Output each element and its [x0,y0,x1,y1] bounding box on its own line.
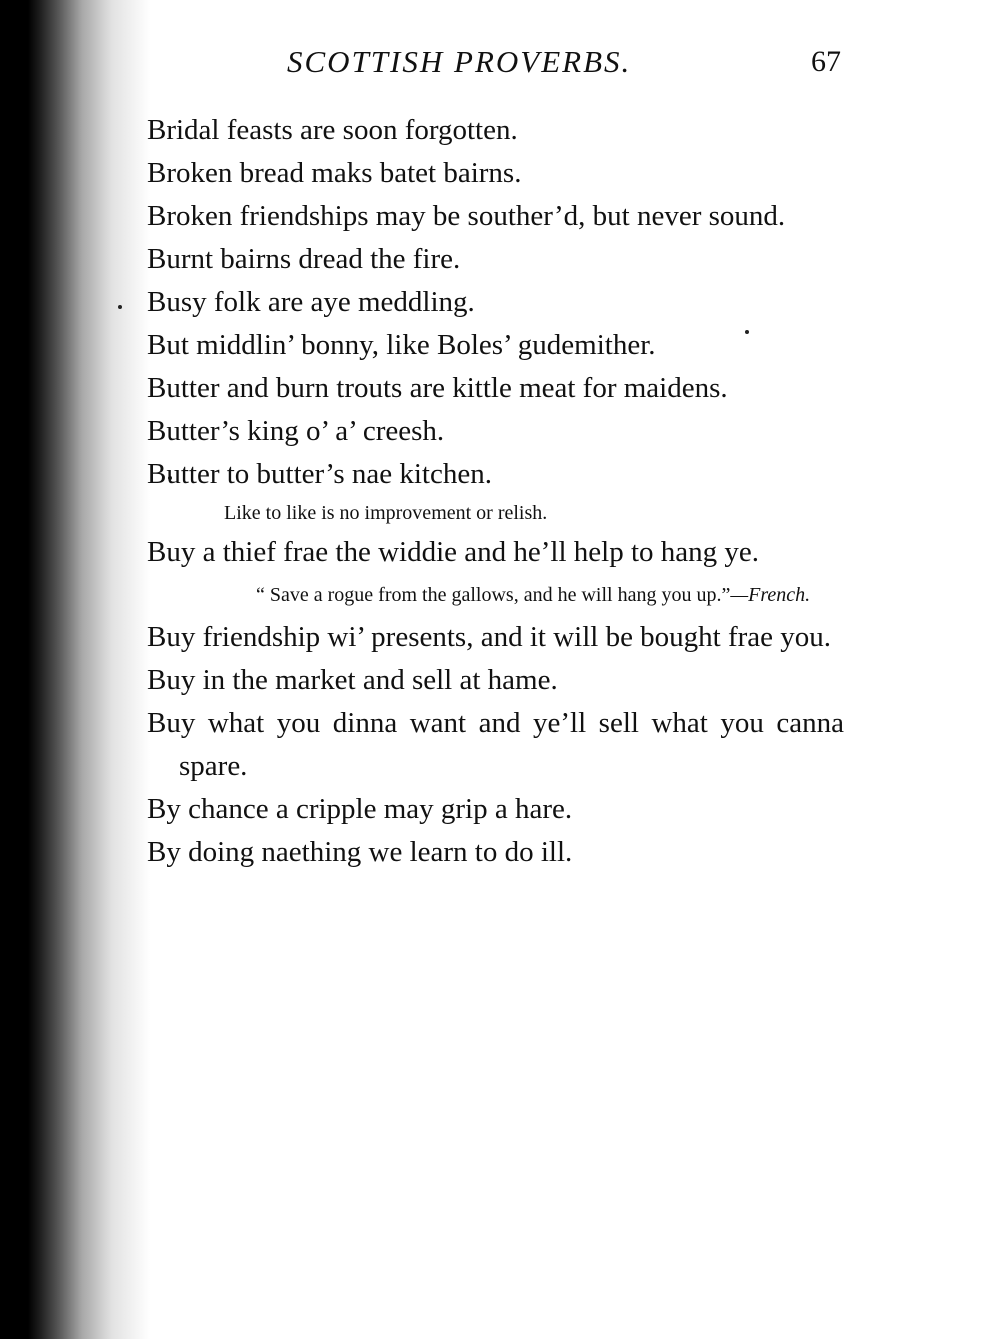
quote-source: —French. [730,584,811,606]
proverb-note: Like to like is no improvement or relish. [224,502,548,524]
proverb: Broken bread maks batet bairns. [147,157,522,189]
proverb: By doing naething we learn to do ill. [147,836,573,868]
page-number: 67 [811,45,841,78]
proverb: By chance a cripple may grip a hare. [147,793,573,825]
proverb: Butter and burn trouts are kittle meat for maidens. [147,372,728,404]
proverb: Burnt bairns dread the fire. [147,243,461,275]
proverb: Bridal feasts are soon forgotten. [147,114,518,146]
proverb: Buy what you dinna want and ye’ll sell what you canna spare. [147,707,844,782]
proverb: Buy friendship wi’ presents, and it will be bought frae you. [147,621,832,653]
proverb: Busy folk are aye meddling. [147,286,475,318]
proverb-list [147,109,844,874]
proverb: Buy in the market and sell at hame. [147,664,558,696]
proverb: Butter’s king o’ a’ creesh. [147,415,445,447]
proverb: Broken friendships may be souther’d, but never sound. [147,200,786,232]
proverb: Buy a thief frae the widdie and he’ll help to hang ye. [147,536,760,568]
running-head: SCOTTISH PROVERBS. [287,44,632,79]
proverb-quote [147,574,844,616]
proverb: But middlin’ bonny, like Boles’ gudemither. [147,329,656,361]
binding-shadow [0,0,150,1339]
proverb: Butter to butter’s nae kitchen. [147,458,492,490]
quote-text: “ Save a rogue from the gallows, and he will hang you up.” [256,584,731,606]
page-header [0,42,1000,82]
print-speck [118,305,122,309]
